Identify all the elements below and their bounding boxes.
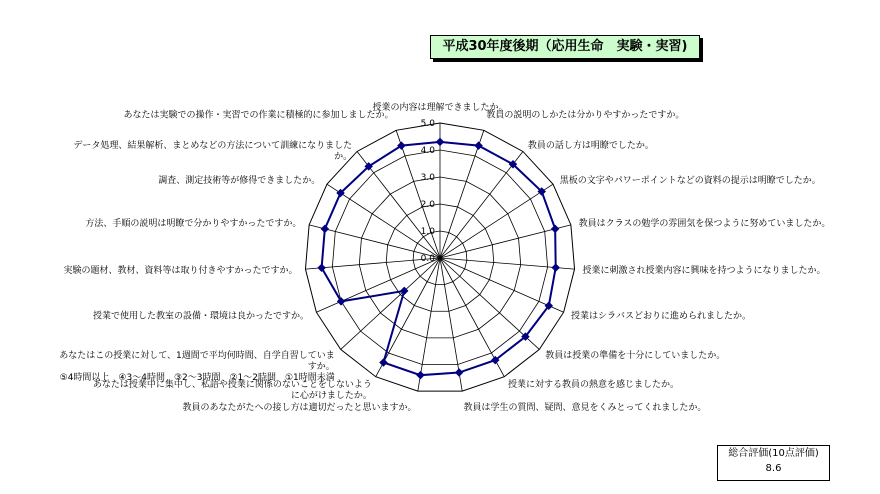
- category-label: あなたは授業中に集中し、私語や授業に関係のないことをしないように心がけましたか。: [92, 379, 372, 401]
- overall-score-box: [717, 445, 830, 481]
- tick-label: 3.0: [420, 173, 435, 183]
- tick-label: 0.0: [420, 254, 435, 264]
- radar-grid: [305, 123, 574, 391]
- overall-score-value: 8.6: [765, 463, 782, 474]
- category-label: 授業はシラバスどおりに進められましたか。: [570, 311, 751, 322]
- grid-spoke: [440, 225, 571, 258]
- category-label: データ処理、結果解析、まとめなどの方法について訓練になりましたか。: [73, 141, 353, 163]
- chart-title: 平成30年度後期（応用生命 実験・実習): [430, 35, 700, 59]
- tick-label: 1.0: [420, 227, 435, 237]
- category-label: 授業で使用した教室の設備・環境は良かったですか。: [93, 311, 310, 322]
- data-point: [321, 225, 329, 233]
- data-point: [416, 371, 424, 379]
- data-point: [474, 141, 482, 149]
- category-label: 授業の内容は理解できましたか。: [372, 103, 508, 113]
- data-point: [455, 368, 463, 376]
- overall-score-label: 総合評価(10点評価): [728, 448, 819, 459]
- category-sub-note: ⑤4時間以上 ④3～4時間 ③2～3時間 ②1～2時間 ①1時間未満: [59, 372, 335, 383]
- grid-spoke: [440, 151, 523, 258]
- category-label: 調査、測定技術等が修得できましたか。: [158, 175, 321, 186]
- category-label: 教員のあなたがたへの接し方は適切だったと思いますか。: [182, 403, 417, 414]
- grid-spoke: [327, 184, 440, 258]
- grid-spoke: [316, 258, 440, 312]
- data-point: [337, 297, 345, 305]
- data-point: [436, 138, 444, 146]
- category-label: 授業に対する教員の熱意を感じましたか。: [508, 379, 680, 390]
- data-point: [551, 263, 559, 271]
- category-label: 教員は授業の準備を十分にしていましたか。: [545, 350, 726, 361]
- data-point: [379, 358, 387, 366]
- tick-label: 5.0: [420, 119, 435, 129]
- category-label: あなたは実験での操作・実習での作業に積極的に参加しましたか。: [123, 110, 394, 121]
- category-label: 教員の説明のしかたは分かりやすかったですか。: [486, 110, 685, 121]
- category-label: 黒板の文字やパワーポイントなどの資料の提示は明瞭でしたか。: [559, 175, 821, 186]
- category-label: 方法、手順の説明は明瞭で分かりやすかったですか。: [85, 218, 302, 229]
- tick-label: 2.0: [420, 200, 435, 210]
- category-label: 教員は学生の質問、疑問、意見をくみとってくれましたか。: [463, 403, 707, 414]
- grid-spoke: [440, 258, 564, 312]
- data-point: [551, 225, 559, 233]
- tick-label: 4.0: [420, 146, 435, 156]
- category-label: あなたはこの授業に対して、1週間で平均何時間、自学自習していますか。: [59, 350, 335, 372]
- grid-spoke: [440, 184, 553, 258]
- data-point: [317, 264, 325, 272]
- category-label: 教員はクラスの勉学の雰囲気を保つように努めていましたか。: [578, 218, 831, 229]
- category-label: 実験の題材、教材、資料等は取り付きやすかったですか。: [63, 265, 298, 276]
- category-label: 授業に刺激され授業内容に興味を持つようになりましたか。: [582, 265, 826, 276]
- grid-spoke: [440, 130, 484, 258]
- category-label: 教員の話し方は明瞭でしたか。: [527, 141, 654, 152]
